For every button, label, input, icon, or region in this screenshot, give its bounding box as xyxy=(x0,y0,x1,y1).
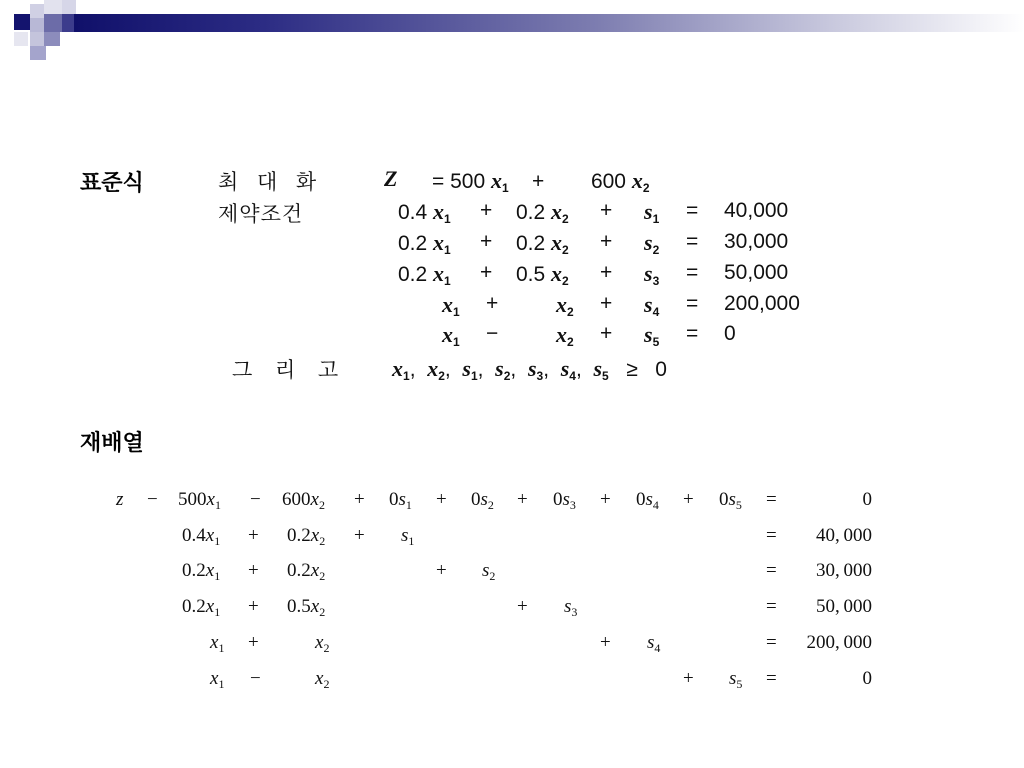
rearrangement-heading: 재배열 xyxy=(80,431,144,456)
header-square xyxy=(44,14,62,32)
standard-form-heading: 표준식 xyxy=(80,171,144,196)
header-square xyxy=(62,0,76,14)
constraints-label: 제약조건 xyxy=(218,202,304,226)
header-square xyxy=(30,32,44,46)
header-square xyxy=(30,46,46,60)
objective-expression: = 500 $x_1$ + 600 $x_2$ xyxy=(432,168,650,195)
header-square xyxy=(44,0,62,14)
header-square xyxy=(30,4,44,18)
and-label: 그 리 고 xyxy=(232,358,340,382)
header-square xyxy=(14,32,28,46)
objective-variable: Z xyxy=(384,166,398,191)
header-square xyxy=(14,14,30,30)
header-square xyxy=(30,18,44,32)
header-gradient-bar xyxy=(74,14,1024,32)
header-square xyxy=(62,14,74,32)
header-square xyxy=(44,32,60,46)
maximize-label: 최 대 화 xyxy=(218,170,318,194)
